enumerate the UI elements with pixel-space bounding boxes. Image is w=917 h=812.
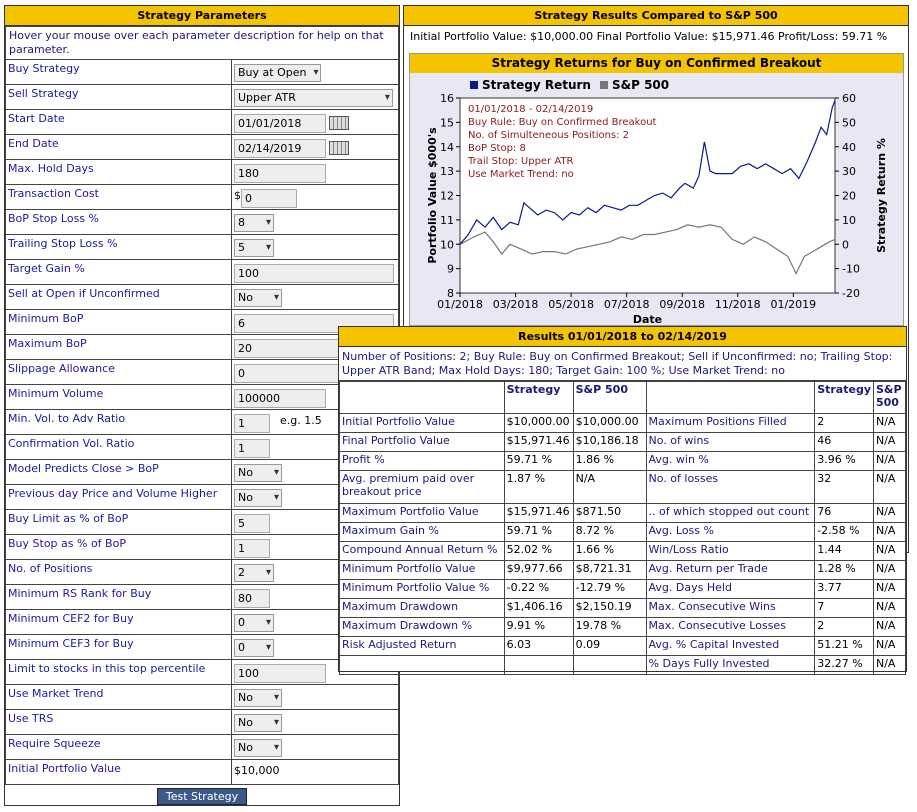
param-label[interactable]: Start Date [6, 110, 232, 135]
metric-value [573, 656, 646, 675]
results-row [340, 471, 906, 504]
results-row [340, 637, 906, 656]
param-label[interactable]: Maximum BoP [6, 335, 232, 360]
calendar-icon[interactable] [329, 141, 349, 155]
strategy-chart [409, 53, 904, 326]
y-tick-label: 11 [440, 213, 454, 227]
x-tick-label: 11/2018 [714, 298, 761, 311]
results-header-cell [340, 382, 505, 414]
param-label[interactable]: Minimum BoP [6, 310, 232, 335]
results-row [340, 414, 906, 433]
chart-svg [410, 73, 903, 325]
y-tick-label: 15 [440, 116, 454, 130]
param-input[interactable]: 1 [234, 539, 270, 558]
metric-value: 46 [815, 433, 874, 452]
param-row [6, 735, 399, 760]
calendar-icon[interactable] [329, 116, 349, 130]
metric-value: 52.02 % [504, 542, 573, 561]
param-value-cell [232, 110, 399, 135]
y2-axis-label: Strategy Return % [875, 138, 888, 253]
metric-value: 0.09 [573, 637, 646, 656]
y-tick-label: 16 [440, 92, 454, 105]
param-value-cell [232, 85, 399, 110]
param-input[interactable]: 6 [234, 314, 394, 333]
test-button-row [5, 785, 399, 805]
metric-value: $8,721.31 [573, 561, 646, 580]
metric-label: Max. Consecutive Losses [646, 618, 815, 637]
metric-value: N/A [874, 542, 906, 561]
param-value-cell [232, 735, 399, 760]
param-value-cell [232, 235, 399, 260]
param-select[interactable]: No ▾ [234, 689, 282, 707]
param-input[interactable]: 5 [234, 514, 270, 533]
x-tick-label: 05/2018 [548, 298, 594, 311]
param-row [6, 85, 399, 110]
metric-value: 32 [815, 471, 874, 504]
param-label[interactable]: Minimum RS Rank for Buy [6, 585, 232, 610]
y2-tick-label: 0 [842, 238, 849, 252]
metric-value: $1,406.16 [504, 599, 573, 618]
results-description: Number of Positions: 2; Buy Rule: Buy on Confirmed Breakout; Sell if Unconfirmed: no; Trailing Stop: Upper ATR Band; Max Hold Days: 180; Target Gain: 100 %; Use Market Trend: no [339, 347, 906, 381]
results-row [340, 599, 906, 618]
metric-value: $2,150.19 [573, 599, 646, 618]
param-value-cell [232, 160, 399, 185]
metric-value: 9.91 % [504, 618, 573, 637]
param-value-cell [232, 685, 399, 710]
param-value-cell [232, 760, 399, 785]
y2-tick-label: 50 [842, 116, 856, 130]
param-row [6, 760, 399, 785]
y2-tick-label: 20 [842, 189, 856, 203]
results-row [340, 561, 906, 580]
metric-label: Avg. Return per Trade [646, 561, 815, 580]
currency-prefix: $ [234, 189, 241, 202]
metric-value: N/A [874, 599, 906, 618]
metric-value: 76 [815, 504, 874, 523]
param-label[interactable]: Use Market Trend [6, 685, 232, 710]
param-row [6, 135, 399, 160]
param-select[interactable]: No ▾ [234, 489, 282, 507]
metric-value: -2.58 % [815, 523, 874, 542]
chart-annotation: Buy Rule: Buy on Confirmed Breakout [468, 117, 657, 128]
y2-tick-label: 10 [842, 213, 856, 227]
param-label[interactable]: Confirmation Vol. Ratio [6, 435, 232, 460]
param-select[interactable]: No ▾ [234, 714, 282, 732]
date-input[interactable]: 01/01/2018 [234, 114, 326, 133]
param-label[interactable]: Minimum CEF2 for Buy [6, 610, 232, 635]
metric-label: No. of wins [646, 433, 815, 452]
param-value-cell [232, 210, 399, 235]
param-label[interactable]: End Date [6, 135, 232, 160]
metric-label: % Days Fully Invested [646, 656, 815, 675]
results-table-panel [338, 326, 907, 672]
legend-label: Strategy Return [482, 78, 591, 92]
y2-tick-label: 40 [842, 140, 856, 154]
metric-value: N/A [874, 504, 906, 523]
results-row [340, 656, 906, 675]
metric-label: Avg. Days Held [646, 580, 815, 599]
param-row [6, 160, 399, 185]
param-label[interactable]: Minimum CEF3 for Buy [6, 635, 232, 660]
x-tick-label: 03/2018 [492, 298, 539, 311]
param-label[interactable]: Buy Limit as % of BoP [6, 510, 232, 535]
legend-label: S&P 500 [612, 78, 670, 92]
param-hint: e.g. 1.5 [280, 414, 322, 427]
legend-swatch [470, 81, 478, 89]
param-label[interactable]: Min. Vol. to Adv Ratio [6, 410, 232, 435]
metric-label: Maximum Drawdown [340, 599, 505, 618]
results-row [340, 433, 906, 452]
metric-label: Compound Annual Return % [340, 542, 505, 561]
metric-value: 8.72 % [573, 523, 646, 542]
param-select[interactable]: 0 ▾ [234, 639, 274, 657]
metric-label: Initial Portfolio Value [340, 414, 505, 433]
y-tick-label: 9 [447, 262, 454, 276]
metric-value [504, 656, 573, 675]
metric-value: N/A [874, 580, 906, 599]
param-value-cell [232, 260, 399, 285]
param-select[interactable]: 5 ▾ [234, 239, 274, 257]
metric-value: 59.71 % [504, 452, 573, 471]
metric-label: Maximum Gain % [340, 523, 505, 542]
results-header-cell: Strategy [504, 382, 573, 414]
metric-value: 59.71 % [504, 523, 573, 542]
params-intro: Hover your mouse over each parameter description for help on that parameter. [6, 27, 399, 60]
metric-value: $15,971.46 [504, 504, 573, 523]
param-label[interactable]: Previous day Price and Volume Higher [6, 485, 232, 510]
metric-label: Final Portfolio Value [340, 433, 505, 452]
x-tick-label: 01/2019 [770, 298, 817, 311]
metric-value: N/A [874, 637, 906, 656]
results-header-cell: S&P 500 [573, 382, 646, 414]
x-axis-label: Date [632, 313, 663, 325]
metric-value: N/A [874, 561, 906, 580]
param-select[interactable]: 0 ▾ [234, 614, 274, 632]
param-label[interactable]: Target Gain % [6, 260, 232, 285]
metric-label: No. of losses [646, 471, 815, 504]
param-row [6, 60, 399, 85]
param-select[interactable]: 8 ▾ [234, 214, 274, 232]
results-summary: Initial Portfolio Value: $10,000.00 Final Portfolio Value: $15,971.46 Profit/Loss: 59.71 % [410, 30, 888, 43]
results-row [340, 523, 906, 542]
param-label[interactable]: Slippage Allowance [6, 360, 232, 385]
metric-label: Win/Loss Ratio [646, 542, 815, 561]
param-row [6, 110, 399, 135]
x-tick-label: 01/2018 [437, 298, 483, 311]
metric-label: .. of which stopped out count [646, 504, 815, 523]
param-input[interactable]: 0 [241, 189, 297, 208]
param-input[interactable]: 100 [234, 664, 326, 683]
metric-value: -0.22 % [504, 580, 573, 599]
metric-value: -12.79 % [573, 580, 646, 599]
metric-label: Minimum Portfolio Value [340, 561, 505, 580]
metric-value: 1.86 % [573, 452, 646, 471]
results-table-title: Results 01/01/2018 to 02/14/2019 [339, 327, 906, 347]
metric-value: $871.50 [573, 504, 646, 523]
metric-label: Avg. win % [646, 452, 815, 471]
date-input[interactable]: 02/14/2019 [234, 139, 326, 158]
param-input[interactable]: 80 [234, 589, 270, 608]
param-select[interactable]: No ▾ [234, 464, 282, 482]
metric-label: Profit % [340, 452, 505, 471]
metric-value: N/A [874, 452, 906, 471]
metric-value: $10,000.00 [504, 414, 573, 433]
results-title: Strategy Results Compared to S&P 500 [404, 6, 908, 26]
legend-swatch [600, 81, 608, 89]
param-value-cell [232, 60, 399, 85]
x-tick-label: 07/2018 [603, 298, 650, 311]
metric-label: Maximum Drawdown % [340, 618, 505, 637]
param-row [6, 285, 399, 310]
param-label[interactable]: Sell Strategy [6, 85, 232, 110]
results-header-cell [646, 382, 815, 414]
metric-value: N/A [874, 523, 906, 542]
results-header-cell: S&P 500 [874, 382, 906, 414]
param-input[interactable]: 1 [234, 414, 270, 433]
param-input[interactable]: 20 [234, 339, 394, 358]
results-header-row [340, 382, 906, 414]
metric-value: $15,971.46 [504, 433, 573, 452]
metric-label [340, 656, 505, 675]
metric-label: Minimum Portfolio Value % [340, 580, 505, 599]
y-tick-label: 10 [440, 238, 454, 252]
param-label[interactable]: Trailing Stop Loss % [6, 235, 232, 260]
param-select[interactable]: Upper ATR ▾ [234, 89, 393, 107]
param-label[interactable]: Require Squeeze [6, 735, 232, 760]
metric-value: $10,000.00 [573, 414, 646, 433]
y2-tick-label: -20 [842, 287, 860, 300]
metric-value: 19.78 % [573, 618, 646, 637]
param-label[interactable]: Max. Hold Days [6, 160, 232, 185]
chart-annotation: BoP Stop: 8 [468, 143, 526, 154]
metric-value: 32.27 % [815, 656, 874, 675]
param-label[interactable]: Sell at Open if Unconfirmed [6, 285, 232, 310]
results-row [340, 580, 906, 599]
metric-value: 1.44 [815, 542, 874, 561]
chart-annotation: 01/01/2018 - 02/14/2019 [468, 104, 594, 115]
metric-label: Avg. Loss % [646, 523, 815, 542]
param-input[interactable]: 100000 [234, 389, 326, 408]
param-input[interactable]: 100 [234, 264, 394, 283]
param-row [6, 235, 399, 260]
metric-value: N/A [874, 433, 906, 452]
param-label[interactable]: Buy Stop as % of BoP [6, 535, 232, 560]
test-strategy-button[interactable]: Test Strategy [157, 788, 247, 805]
param-row [6, 260, 399, 285]
metric-label: Maximum Positions Filled [646, 414, 815, 433]
metric-value: $10,186.18 [573, 433, 646, 452]
y-axis-label: Portfolio Value $000's [426, 127, 439, 264]
param-label[interactable]: Model Predicts Close > BoP [6, 460, 232, 485]
param-label[interactable]: Limit to stocks in this top percentile [6, 660, 232, 685]
chart-annotation: No. of Simulteneous Positions: 2 [468, 130, 630, 141]
metric-value: 2 [815, 618, 874, 637]
y2-tick-label: 60 [842, 92, 856, 105]
param-select[interactable]: No ▾ [234, 289, 282, 307]
metric-value: 7 [815, 599, 874, 618]
metric-label: Avg. % Capital Invested [646, 637, 815, 656]
metric-label: Avg. premium paid over breakout price [340, 471, 505, 504]
metric-value: N/A [874, 618, 906, 637]
metric-label: Risk Adjusted Return [340, 637, 505, 656]
param-row [6, 685, 399, 710]
param-static-value: $10,000 [234, 764, 280, 777]
metric-value: 1.87 % [504, 471, 573, 504]
metric-label: Maximum Portfolio Value [340, 504, 505, 523]
metric-value: 2 [815, 414, 874, 433]
param-label[interactable]: Minimum Volume [6, 385, 232, 410]
param-select[interactable]: Buy at Open ▾ [234, 64, 321, 82]
param-input[interactable]: 0 [234, 364, 394, 383]
y-tick-label: 8 [447, 287, 454, 300]
param-value-cell [232, 135, 399, 160]
metric-value: 3.96 % [815, 452, 874, 471]
metric-value: N/A [573, 471, 646, 504]
metric-value: 1.66 % [573, 542, 646, 561]
metric-value: 1.28 % [815, 561, 874, 580]
results-header-cell: Strategy [815, 382, 874, 414]
metric-value: 3.77 [815, 580, 874, 599]
param-row [6, 185, 399, 210]
param-value-cell [232, 285, 399, 310]
chart-title: Strategy Returns for Buy on Confirmed Breakout [410, 54, 903, 73]
param-row [6, 210, 399, 235]
x-tick-label: 09/2018 [659, 298, 706, 311]
param-label[interactable]: Initial Portfolio Value [6, 760, 232, 785]
y2-tick-label: 30 [842, 165, 856, 179]
param-value-cell [232, 710, 399, 735]
y-tick-label: 12 [440, 189, 454, 203]
param-input[interactable]: 1 [234, 439, 270, 458]
param-label[interactable]: Buy Strategy [6, 60, 232, 85]
param-label[interactable]: BoP Stop Loss % [6, 210, 232, 235]
params-title: Strategy Parameters [5, 6, 399, 26]
y2-tick-label: -10 [842, 262, 860, 276]
metric-value: N/A [874, 656, 906, 675]
metric-label: Max. Consecutive Wins [646, 599, 815, 618]
results-row [340, 542, 906, 561]
param-row [6, 710, 399, 735]
metric-value: 51.21 % [815, 637, 874, 656]
metric-value: N/A [874, 471, 906, 504]
chart-annotation: Trail Stop: Upper ATR [468, 156, 574, 167]
y-tick-label: 14 [440, 140, 454, 154]
param-label[interactable]: Transaction Cost [6, 185, 232, 210]
chart-annotation: Use Market Trend: no [468, 169, 574, 180]
results-table [339, 381, 906, 675]
y-tick-label: 13 [440, 165, 454, 179]
metric-value: N/A [874, 414, 906, 433]
metric-value: $9,977.66 [504, 561, 573, 580]
param-label[interactable]: Use TRS [6, 710, 232, 735]
metric-value: 6.03 [504, 637, 573, 656]
param-input[interactable]: 180 [234, 164, 326, 183]
results-row [340, 504, 906, 523]
results-row [340, 452, 906, 471]
param-label[interactable]: No. of Positions [6, 560, 232, 585]
param-select[interactable]: No ▾ [234, 739, 282, 757]
param-select[interactable]: 2 ▾ [234, 564, 274, 582]
results-row [340, 618, 906, 637]
param-value-cell [232, 185, 399, 210]
